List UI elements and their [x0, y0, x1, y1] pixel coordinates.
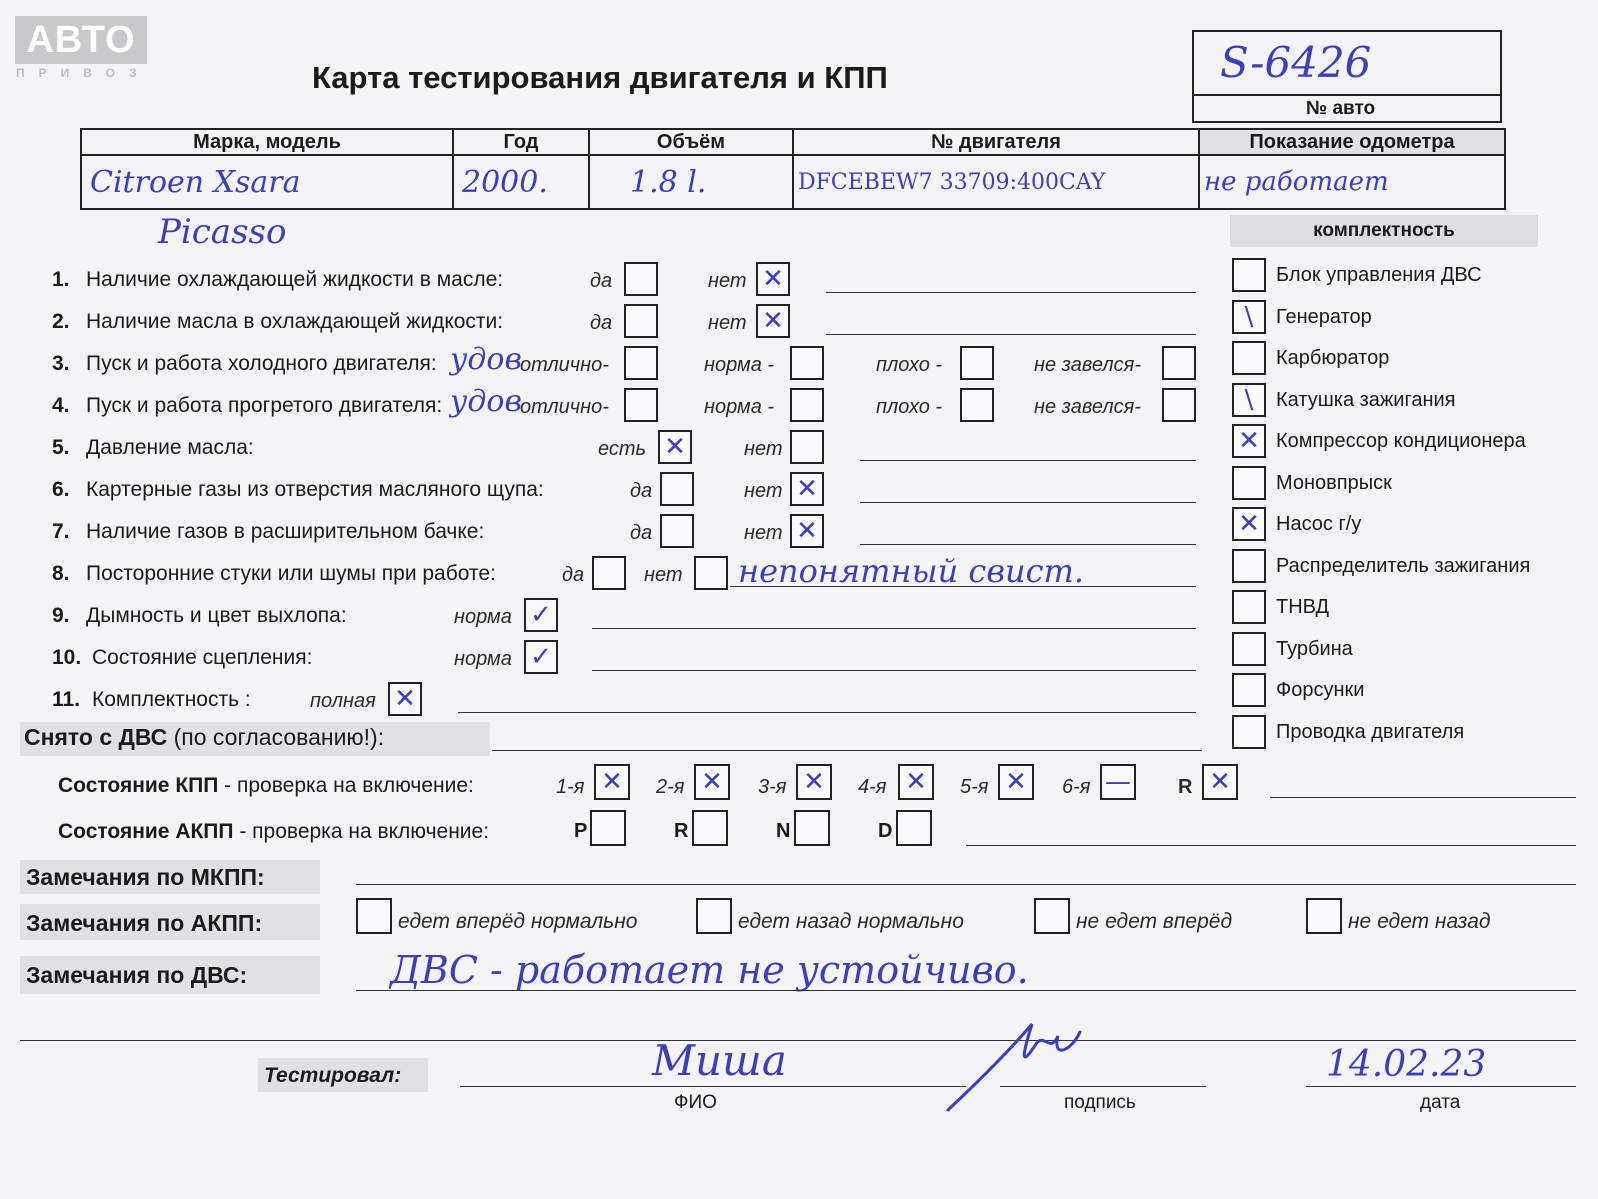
- completeness-title: комплектность: [1230, 215, 1538, 247]
- question-number: 4.: [52, 394, 70, 417]
- gear-checkbox-mark: ✕: [905, 767, 927, 797]
- completeness-checkbox[interactable]: [1232, 341, 1266, 375]
- completeness-label: Генератор: [1276, 305, 1372, 328]
- question-number: 6.: [52, 478, 70, 501]
- year-value: 2000.: [453, 155, 589, 209]
- date-label: дата: [1420, 1092, 1461, 1113]
- auto-number-value: S-6426: [1220, 38, 1372, 87]
- gear-checkbox-mark: ✕: [803, 767, 825, 797]
- option-a-checkbox[interactable]: [592, 556, 626, 590]
- page-title: Карта тестирования двигателя и КПП: [312, 60, 888, 95]
- question-text: Наличие газов в расширительном бачке:: [86, 520, 485, 543]
- vehicle-info-table: [80, 128, 1506, 210]
- completeness-checkbox[interactable]: [1232, 258, 1266, 292]
- akpp-position-label: D: [878, 820, 893, 842]
- option-label: норма -: [704, 354, 775, 376]
- question-number: 8.: [52, 562, 70, 585]
- fio-label: ФИО: [674, 1092, 717, 1113]
- akpp-remark-checkbox[interactable]: [1306, 898, 1342, 934]
- akpp-remark-label: едет назад нормально: [738, 910, 964, 933]
- option-a-checkbox-mark: ✕: [664, 432, 686, 462]
- date-value: 14.02.23: [1326, 1044, 1487, 1085]
- akpp-remark-checkbox[interactable]: [696, 898, 732, 934]
- gear-checkbox-mark: ✕: [601, 767, 623, 797]
- option-label-a: да: [630, 480, 653, 502]
- akpp-label: Состояние АКПП - проверка на включение:: [58, 820, 490, 843]
- gear-checkbox[interactable]: [796, 764, 832, 800]
- option-checkbox[interactable]: [960, 346, 994, 380]
- gear-checkbox[interactable]: [1100, 764, 1136, 800]
- option-checkbox[interactable]: [790, 346, 824, 380]
- option-label-a: норма: [454, 606, 512, 628]
- completeness-checkbox-mark: [1234, 260, 1264, 290]
- completeness-checkbox[interactable]: [1232, 632, 1266, 666]
- question-text: Пуск и работа холодного двигателя:: [86, 352, 437, 375]
- option-label-a: есть: [598, 438, 647, 460]
- completeness-checkbox-mark: ✕: [1238, 426, 1260, 456]
- signature-label: подпись: [1064, 1092, 1136, 1113]
- option-label-a: да: [630, 522, 653, 544]
- option-label-b: нет: [708, 270, 747, 292]
- completeness-label: Распределитель зажигания: [1276, 554, 1531, 577]
- akpp-position-label: R: [674, 820, 689, 842]
- option-label-a: да: [590, 312, 613, 334]
- option-label-a: норма: [454, 648, 512, 670]
- gear-checkbox-mark: —: [1105, 767, 1131, 797]
- question-number: 10.: [52, 646, 82, 669]
- completeness-checkbox-mark: ✕: [1238, 509, 1260, 539]
- question-text: Пуск и работа прогретого двигателя:: [86, 394, 443, 417]
- option-checkbox[interactable]: [790, 388, 824, 422]
- option-label: не завелся-: [1034, 396, 1141, 418]
- option-a-checkbox[interactable]: [624, 304, 658, 338]
- volume-value: 1.8 l.: [589, 155, 793, 209]
- option-label-a: да: [562, 564, 585, 586]
- completeness-label: Карбюратор: [1276, 347, 1390, 369]
- completeness-checkbox[interactable]: [1232, 424, 1266, 458]
- option-b-checkbox[interactable]: [790, 430, 824, 464]
- odometer-value: не работает: [1199, 155, 1505, 209]
- fio-value: Миша: [652, 1036, 787, 1085]
- completeness-label: Блок управления ДВС: [1276, 264, 1482, 286]
- option-label: плохо -: [876, 396, 943, 418]
- completeness-checkbox[interactable]: [1232, 300, 1266, 334]
- question-text: Наличие охлаждающей жидкости в масле:: [86, 268, 504, 291]
- option-a-checkbox[interactable]: [624, 262, 658, 296]
- gear-label: 3-я: [758, 776, 787, 798]
- completeness-checkbox-mark: [1234, 717, 1264, 747]
- kpp-label: Состояние КПП - проверка на включение:: [58, 774, 474, 797]
- akpp-position-checkbox[interactable]: [794, 810, 830, 846]
- option-checkbox[interactable]: [624, 346, 658, 380]
- option-a-checkbox[interactable]: [660, 472, 694, 506]
- question-number: 7.: [52, 520, 70, 543]
- model-extra: Picasso: [158, 212, 287, 252]
- completeness-checkbox-mark: [1234, 468, 1264, 498]
- option-label-a: да: [590, 270, 613, 292]
- option-label-a: полная: [310, 690, 376, 712]
- option-b-checkbox[interactable]: [756, 262, 790, 296]
- completeness-label: Моновпрыск: [1276, 471, 1392, 494]
- auto-number-box: [1192, 30, 1502, 123]
- option-label-b: нет: [644, 564, 683, 586]
- gear-checkbox[interactable]: [898, 764, 934, 800]
- question-text: Дымность и цвет выхлопа:: [86, 604, 347, 627]
- option-b-checkbox-mark: ✕: [762, 264, 784, 294]
- completeness-checkbox[interactable]: [1232, 466, 1266, 500]
- option-checkbox[interactable]: [1162, 388, 1196, 422]
- completeness-label: Катушка зажигания: [1276, 388, 1456, 411]
- completeness-label: Компрессор кондиционера: [1276, 430, 1526, 452]
- completeness-checkbox-mark: [1234, 675, 1264, 705]
- option-b-checkbox[interactable]: [790, 472, 824, 506]
- completeness-label: ТНВД: [1276, 596, 1330, 618]
- question-handwriting: удов: [450, 384, 522, 419]
- completeness-label: Турбина: [1276, 637, 1353, 660]
- option-label: отлично-: [520, 354, 609, 376]
- question-text: Комплектность :: [92, 688, 251, 711]
- col-engine-number: № двигателя: [793, 129, 1199, 155]
- logo-subtitle: ПРИВОЗ: [16, 66, 151, 80]
- question-text: Наличие масла в охлаждающей жидкости:: [86, 310, 504, 333]
- gear-checkbox-mark: ✕: [701, 767, 723, 797]
- option-label-b: нет: [744, 480, 783, 502]
- gear-checkbox-mark: ✕: [1005, 767, 1027, 797]
- option-a-checkbox[interactable]: [660, 514, 694, 548]
- completeness-checkbox-mark: [1234, 551, 1264, 581]
- question-handwriting: удов: [450, 342, 522, 377]
- completeness-checkbox[interactable]: [1232, 383, 1266, 417]
- option-label-b: нет: [708, 312, 747, 334]
- option-label: плохо -: [876, 354, 943, 376]
- option-a-checkbox[interactable]: [524, 598, 558, 632]
- completeness-checkbox[interactable]: [1232, 590, 1266, 624]
- completeness-checkbox[interactable]: [1232, 715, 1266, 749]
- col-odometer: Показание одометра: [1199, 129, 1505, 155]
- option-b-checkbox-mark: ✕: [762, 306, 784, 336]
- question-text: Состояние сцепления:: [92, 646, 313, 669]
- col-volume: Объём: [589, 129, 793, 155]
- logo: АВТО: [15, 16, 147, 64]
- option-label: не завелся-: [1034, 354, 1141, 376]
- option-a-checkbox-mark: ✓: [530, 642, 552, 672]
- auto-number-label: № авто: [1306, 98, 1376, 119]
- question-text: Картерные газы из отверстия масляного щупа:: [86, 478, 544, 501]
- option-a-checkbox-mark: ✓: [530, 600, 552, 630]
- question-number: 2.: [52, 310, 70, 333]
- completeness-label: Насос г/у: [1276, 513, 1362, 535]
- col-make-model: Марка, модель: [81, 129, 453, 155]
- completeness-checkbox-mark: [1234, 592, 1264, 622]
- completeness-checkbox-mark: [1234, 634, 1264, 664]
- option-a-checkbox[interactable]: [658, 430, 692, 464]
- akpp-position-checkbox[interactable]: [692, 810, 728, 846]
- akpp-remark-label: не едет назад: [1348, 910, 1491, 933]
- akpp-position-checkbox[interactable]: [590, 810, 626, 846]
- gear-checkbox[interactable]: [1202, 764, 1238, 800]
- removed-label: Снято с ДВС (по согласованию!):: [24, 724, 385, 750]
- gear-label: R: [1178, 776, 1193, 798]
- completeness-checkbox[interactable]: [1232, 507, 1266, 541]
- option-label-b: нет: [744, 522, 783, 544]
- gear-label: 5-я: [960, 776, 989, 798]
- option-a-checkbox-mark: ✕: [394, 684, 416, 714]
- option-checkbox[interactable]: [960, 388, 994, 422]
- option-b-checkbox[interactable]: [790, 514, 824, 548]
- akpp-remark-label: едет вперёд нормально: [398, 910, 638, 933]
- akpp-position-label: N: [776, 820, 791, 842]
- gear-label: 4-я: [858, 776, 887, 798]
- gear-checkbox[interactable]: [594, 764, 630, 800]
- question-number: 11.: [52, 688, 81, 711]
- gear-checkbox-mark: ✕: [1209, 767, 1231, 797]
- completeness-checkbox-mark: \: [1244, 384, 1254, 415]
- option-checkbox[interactable]: [624, 388, 658, 422]
- remarks-akpp-label: Замечания по АКПП:: [26, 910, 263, 936]
- tested-label: Тестировал:: [264, 1064, 402, 1087]
- akpp-remark-checkbox[interactable]: [1034, 898, 1070, 934]
- question-text: Давление масла:: [86, 436, 254, 459]
- remarks-dvs-label: Замечания по ДВС:: [26, 962, 248, 988]
- option-b-checkbox[interactable]: [694, 556, 728, 590]
- option-b-checkbox-mark: ✕: [796, 516, 818, 546]
- col-year: Год: [453, 129, 589, 155]
- option-label: норма -: [704, 396, 775, 418]
- akpp-position-label: P: [574, 820, 588, 842]
- question-number: 9.: [52, 604, 70, 627]
- akpp-remark-label: не едет вперёд: [1076, 910, 1233, 933]
- completeness-checkbox-mark: [1234, 343, 1264, 373]
- completeness-label: Проводка двигателя: [1276, 720, 1465, 743]
- question-number: 3.: [52, 352, 70, 375]
- completeness-checkbox-mark: \: [1244, 301, 1254, 332]
- option-label: отлично-: [520, 396, 609, 418]
- remarks-mkpp-label: Замечания по МКПП:: [26, 864, 265, 890]
- option-b-checkbox[interactable]: [756, 304, 790, 338]
- make-model-value: Citroen Xsara: [81, 155, 453, 209]
- completeness-checkbox[interactable]: [1232, 673, 1266, 707]
- option-checkbox[interactable]: [1162, 346, 1196, 380]
- remarks-dvs-value: ДВС - работает не устойчиво.: [390, 948, 1029, 992]
- question-handwriting: непонятный свист.: [738, 552, 1085, 590]
- gear-label: 1-я: [556, 776, 585, 798]
- question-number: 5.: [52, 436, 70, 459]
- akpp-position-checkbox[interactable]: [896, 810, 932, 846]
- gear-checkbox[interactable]: [998, 764, 1034, 800]
- option-b-checkbox-mark: ✕: [796, 474, 818, 504]
- engine-number-value: DFCEBEW7 33709:400CAY: [793, 155, 1199, 209]
- gear-label: 2-я: [656, 776, 685, 798]
- option-label-b: нет: [744, 438, 783, 460]
- option-a-checkbox[interactable]: [388, 682, 422, 716]
- akpp-remark-checkbox[interactable]: [356, 898, 392, 934]
- gear-label: 6-я: [1062, 776, 1091, 798]
- completeness-checkbox[interactable]: [1232, 549, 1266, 583]
- completeness-label: Форсунки: [1276, 679, 1365, 701]
- gear-checkbox[interactable]: [694, 764, 730, 800]
- question-number: 1.: [52, 268, 70, 291]
- question-text: Посторонние стуки или шумы при работе:: [86, 562, 496, 585]
- option-a-checkbox[interactable]: [524, 640, 558, 674]
